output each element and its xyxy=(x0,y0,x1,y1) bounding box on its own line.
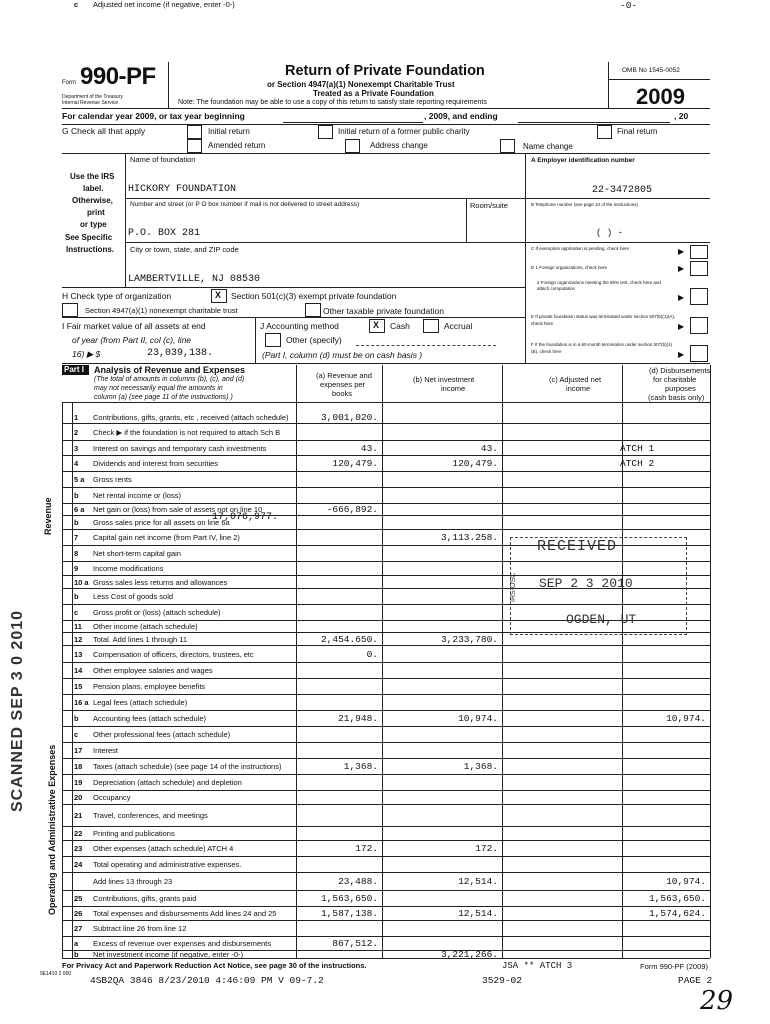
col-c-value[interactable]: ATCH 2 xyxy=(620,458,655,469)
row-number: 9 xyxy=(74,564,79,573)
d1-arrow: ▶ xyxy=(678,264,685,273)
footer-jsa: JSA ** ATCH 3 xyxy=(502,961,573,971)
col-a-value[interactable]: 21,948. xyxy=(338,713,378,724)
accounting-method-label: J Accounting method xyxy=(260,321,339,331)
501c3-mark: X xyxy=(215,290,222,300)
column-rule xyxy=(622,365,623,958)
row-label: Other expenses (attach schedule) ATCH 4 xyxy=(93,844,234,853)
d2-label: 2 Foreign organizations meeting the 85% test, check here and attach computation xyxy=(537,280,661,291)
row-label: Total. Add lines 1 through 11 xyxy=(93,634,188,644)
received-stamp-code: IRS-OSC xyxy=(510,572,517,602)
amended-return-label: Amended return xyxy=(208,141,266,150)
row-divider xyxy=(62,423,710,424)
row-number: 13 xyxy=(74,649,83,659)
form-title: Return of Private Foundation xyxy=(285,63,485,79)
row-label: Dividends and interest from securities xyxy=(93,459,219,468)
col-b-value[interactable]: 1,368. xyxy=(463,761,498,772)
row-label: Travel, conferences, and meetings xyxy=(93,811,208,820)
row-label: Excess of revenue over expenses and disbursements xyxy=(93,939,272,948)
calendar-line: For calendar year 2009, or tax year beginning xyxy=(62,111,245,121)
row-divider xyxy=(62,790,710,791)
row-label: Gross rents xyxy=(93,475,132,484)
col-a-head-2: expenses per xyxy=(320,380,366,389)
row-divider xyxy=(62,872,710,873)
d2-arrow: ▶ xyxy=(678,293,685,302)
col-a-value[interactable]: 1,368. xyxy=(343,761,378,772)
row-label: Interest xyxy=(93,746,119,755)
f-label: F If the foundation is in a 60-month termination under section 507(b)(1)(B), check here xyxy=(531,342,673,354)
col-a-value[interactable]: -666,892. xyxy=(326,504,378,515)
row-divider xyxy=(62,487,710,488)
col-c-value[interactable]: -0- xyxy=(620,0,638,11)
address-change-label: Address change xyxy=(370,141,428,150)
e-label: E If private foundation status was terminated under section 507(b)(1)(A), check here xyxy=(531,314,676,326)
address-change-checkbox[interactable] xyxy=(345,139,360,153)
col-a-value[interactable]: 120,479. xyxy=(332,458,378,469)
initial-return-label: Initial return xyxy=(208,127,250,136)
row-label: Total expenses and disbursements Add lines 24 and 25 xyxy=(93,909,277,918)
received-stamp-city: OGDEN, UT xyxy=(566,612,637,627)
accrual-checkbox[interactable] xyxy=(423,319,439,333)
row-number: c xyxy=(74,608,79,617)
col-b-head-2: income xyxy=(441,384,466,393)
row-label: Other income (attach schedule) xyxy=(93,622,198,631)
row-label: Compensation of officers, directors, trustees, etc xyxy=(93,649,254,659)
row-divider xyxy=(62,936,710,937)
row-number: 11 xyxy=(74,622,82,631)
column-rule xyxy=(296,365,297,958)
row-divider xyxy=(62,906,710,907)
fmv-line-2: of year (from Part II, col (c), line xyxy=(72,335,192,345)
row-number: b xyxy=(74,518,79,527)
room-label: Room/suite xyxy=(470,201,508,210)
name-label: Name of foundation xyxy=(130,155,196,164)
part-i-header-rule xyxy=(62,402,710,403)
col-b-value[interactable]: 3,221,266. xyxy=(440,949,498,960)
col-b-value[interactable]: 10,974. xyxy=(458,713,498,724)
row-number: c xyxy=(74,730,79,739)
c-label: C If exemption application is pending, check here xyxy=(531,246,630,251)
col-a-value[interactable]: 0. xyxy=(366,648,378,660)
row-number: 2 xyxy=(74,427,79,437)
form-subtitle-2: Treated as a Private Foundation xyxy=(313,89,434,98)
c-arrow: ▶ xyxy=(678,247,685,256)
amended-return-checkbox[interactable] xyxy=(187,139,202,153)
e-arrow: ▶ xyxy=(678,322,685,331)
use-irs-3: Otherwise, xyxy=(72,196,113,205)
name-change-label: Name change xyxy=(523,142,573,151)
irs-label: Internal Revenue Service xyxy=(62,100,119,106)
part-i-desc-2: may not necessarily equal the amounts in xyxy=(94,385,223,392)
row-divider xyxy=(62,840,710,841)
form-number: 990-PF xyxy=(80,63,156,90)
col-a-value[interactable]: 1,563,650. xyxy=(320,893,378,904)
row-label: Contributions, gifts, grants paid xyxy=(93,894,197,903)
row-number: 7 xyxy=(74,533,79,542)
row-number: 22 xyxy=(74,829,83,838)
final-return-checkbox[interactable] xyxy=(597,125,612,139)
cash-label: Cash xyxy=(390,321,410,331)
accrual-label: Accrual xyxy=(444,321,473,331)
privacy-notice: For Privacy Act and Paperwork Reduction Act Notice, see page 30 of the instructions. xyxy=(62,961,367,970)
row-number: c xyxy=(74,0,79,9)
row-label: Gross profit or (loss) (attach schedule) xyxy=(93,608,221,617)
row-label: Net rental income or (loss) xyxy=(93,491,181,500)
d1-label: D 1 Foreign organizations, check here xyxy=(531,265,608,270)
use-irs-1: Use the IRS xyxy=(70,172,115,181)
form-subtitle-1: or Section 4947(a)(1) Nonexempt Charitable Trust xyxy=(267,80,455,89)
col-b-head-1: (b) Net investment xyxy=(413,375,475,384)
name-change-checkbox[interactable] xyxy=(500,139,515,153)
row-label: Less Cost of goods sold xyxy=(93,592,174,601)
d1-checkbox[interactable] xyxy=(690,261,708,276)
row-number: 5 a xyxy=(74,475,85,484)
row-divider xyxy=(62,804,710,805)
tax-year: 2009 xyxy=(636,84,685,109)
initial-return-checkbox[interactable] xyxy=(187,125,202,139)
column-rule xyxy=(62,402,63,958)
column-rule xyxy=(382,365,383,958)
row-number: 8 xyxy=(74,549,79,558)
col-d-value[interactable]: 10,974. xyxy=(666,876,706,887)
f-checkbox[interactable] xyxy=(690,345,708,362)
col-b-value[interactable]: 120,479. xyxy=(452,458,498,469)
col-b-value[interactable]: 12,514. xyxy=(458,908,498,919)
col-b-value[interactable]: 3,113.258. xyxy=(440,532,498,543)
col-d-head-4: (cash basis only) xyxy=(648,393,705,402)
row-divider xyxy=(62,503,710,504)
col-b-value[interactable]: 172. xyxy=(475,843,498,854)
omb-number: OMB No 1545-0052 xyxy=(622,67,680,74)
col-d-value[interactable]: 1,574,624. xyxy=(648,908,706,919)
row-divider xyxy=(62,471,710,472)
row-divider xyxy=(62,726,710,727)
col-c-value[interactable]: ATCH 1 xyxy=(620,442,655,454)
c-checkbox[interactable] xyxy=(690,245,708,259)
row-label: Add lines 13 through 23 xyxy=(93,877,173,886)
part-i-desc-3: column (a) (see page 11 of the instructions) ) xyxy=(94,394,233,401)
4947-label: Section 4947(a)(1) nonexempt charitable trust xyxy=(85,306,238,315)
row-label: Pension plans, employee benefits xyxy=(93,682,206,691)
received-stamp-date: SEP 2 3 2010 xyxy=(539,576,633,591)
col-b-value[interactable]: 3,233,780. xyxy=(440,633,498,645)
row-divider xyxy=(62,455,710,456)
column-rule xyxy=(502,365,503,958)
col-a-value[interactable]: 1,587,138. xyxy=(320,908,378,919)
row-label: Net gain or (loss) from sale of assets not on line 10 xyxy=(93,505,263,514)
4947-checkbox[interactable] xyxy=(62,303,78,317)
501c3-label: Section 501(c)(3) exempt private foundation xyxy=(231,291,397,301)
col-d-head-2: for charitable xyxy=(653,375,697,384)
row-label: Net short-term capital gain xyxy=(93,549,181,558)
row-label: Taxes (attach schedule) (see page 14 of the instructions) xyxy=(93,762,282,771)
row-divider xyxy=(62,529,710,530)
f-arrow: ▶ xyxy=(678,350,685,359)
and-ending: , 2009, and ending xyxy=(424,111,498,121)
fmv-line-1: I Fair market value of all assets at end xyxy=(62,321,206,331)
col-a-head-1: (a) Revenue and xyxy=(316,371,372,380)
revenue-side-label: Revenue xyxy=(43,497,53,535)
row-number: 25 xyxy=(74,894,83,903)
column-rule xyxy=(710,365,711,958)
row-label: Other employee salaries and wages xyxy=(93,666,213,675)
row-number: 4 xyxy=(74,459,79,468)
col-c-head-2: income xyxy=(566,384,591,393)
col-d-value[interactable]: 10,974. xyxy=(666,713,706,724)
part-i-desc-1: (The total of amounts in columns (b), (c), and (d) xyxy=(94,376,245,383)
foundation-name[interactable]: HICKORY FOUNDATION xyxy=(128,184,237,195)
row-divider xyxy=(62,742,710,743)
col-c-head-1: (c) Adjusted net xyxy=(549,375,602,384)
row-label: Gross sales less returns and allowances xyxy=(93,577,228,587)
row-number: b xyxy=(74,592,79,601)
col-a-head-3: books xyxy=(332,389,353,398)
street-label: Number and street (or P O box number if mail is not delivered to street address) xyxy=(130,201,360,208)
part-i-cash-note: (Part I, column (d) must be on cash basis ) xyxy=(262,350,423,360)
footer-form-label: Form 990-PF (2009) xyxy=(640,962,708,971)
col-a-value[interactable]: 2,454.650. xyxy=(320,633,378,645)
other-taxable-checkbox[interactable] xyxy=(305,303,321,317)
form-prefix: Form xyxy=(62,80,76,86)
row-label: Other professional fees (attach schedule) xyxy=(93,730,231,739)
row-divider xyxy=(62,920,710,921)
row-number: 26 xyxy=(74,909,83,918)
row-divider xyxy=(62,440,710,441)
row-label: Check ▶ if the foundation is not required to attach Sch B xyxy=(93,427,281,437)
row-label: Contributions, gifts, grants, etc , received (attach schedule) xyxy=(93,412,289,422)
d2-checkbox[interactable] xyxy=(690,288,708,305)
initial-former-label: Initial return of a former public charity xyxy=(338,127,470,136)
row-divider xyxy=(62,710,710,711)
ein-label: A Employer identification number xyxy=(531,157,635,164)
cash-mark: X xyxy=(373,320,380,330)
row-label: Income modifications xyxy=(93,564,164,573)
row-label: Total operating and administrative expenses. xyxy=(93,860,242,869)
col-a-value[interactable]: 23,488. xyxy=(338,876,378,887)
received-stamp-text: RECEIVED xyxy=(537,538,618,555)
city-label: City or town, state, and ZIP code xyxy=(130,245,239,254)
footer-page: PAGE 2 xyxy=(678,975,713,986)
col-a-value[interactable]: 867,512. xyxy=(332,938,378,949)
col-b-value[interactable]: 43. xyxy=(480,442,498,454)
row-label: Occupancy xyxy=(93,793,131,802)
row-divider xyxy=(62,758,710,759)
expenses-side-label: Operating and Administrative Expenses xyxy=(47,744,57,915)
row-divider xyxy=(62,694,710,695)
col-a-value[interactable]: 172. xyxy=(355,843,378,854)
row-number: 10 a xyxy=(74,577,89,587)
other-method-label: Other (specify) xyxy=(286,335,342,345)
col-b-value[interactable]: 12,514. xyxy=(458,876,498,887)
row-label: Capital gain net income (from Part IV, line 2) xyxy=(93,533,240,542)
row-number: 21 xyxy=(74,811,83,820)
row-label: Accounting fees (attach schedule) xyxy=(93,714,206,723)
use-irs-7: Instructions. xyxy=(66,245,115,254)
row-number: 12 xyxy=(74,634,83,644)
use-irs-5: or type xyxy=(80,220,107,229)
col-a-value[interactable]: 43. xyxy=(360,442,378,454)
row-divider xyxy=(62,515,710,516)
footer-code: 9E1410 2 000 xyxy=(40,971,72,977)
header-note: Note: The foundation may be able to use a copy of this return to satisfy state reporting requirements xyxy=(178,99,487,106)
row-number: 3 xyxy=(74,443,79,453)
row-number: 17 xyxy=(74,746,83,755)
row-number: 19 xyxy=(74,778,83,787)
row-label: Adjusted net income (if negative, enter -0-) xyxy=(93,0,235,9)
check-g-label: G Check all that apply xyxy=(62,126,146,136)
row-number: 16 a xyxy=(74,698,89,707)
row-label: Subtract line 26 from line 12 xyxy=(93,924,187,933)
phone-label: B Telephone number (see page 10 of the instructions) xyxy=(531,202,638,207)
final-return-label: Final return xyxy=(617,127,658,136)
row-number: 1 xyxy=(74,412,79,422)
row-number: 15 xyxy=(74,682,83,691)
part-i-tag-text: Part I xyxy=(64,365,85,374)
row-number: 23 xyxy=(74,844,83,853)
row-number: b xyxy=(74,491,79,500)
phone-value[interactable]: ( ) - xyxy=(596,228,624,238)
row-number: 6 a xyxy=(74,505,85,514)
check-type-label: H Check type of organization xyxy=(62,291,172,301)
gross-sales-value[interactable]: 17,076,977. xyxy=(212,512,279,523)
row-divider xyxy=(62,856,710,857)
fmv-value[interactable]: 23,039,138. xyxy=(147,348,214,359)
ein-value[interactable]: 22-3472805 xyxy=(592,185,653,196)
row-divider xyxy=(62,774,710,775)
row-divider xyxy=(62,678,710,679)
footer-batch-num: 3529-02 xyxy=(482,975,522,986)
row-number: b xyxy=(74,950,79,959)
col-a-value[interactable]: 3,001,020. xyxy=(320,411,378,423)
row-number: 27 xyxy=(74,924,83,933)
fmv-line-3: 16) ▶ $ xyxy=(72,349,101,359)
row-label: Legal fees (attach schedule) xyxy=(93,698,188,707)
footer-batch: 4SB2QA 3846 8/23/2010 4:46:09 PM V 09-7.2 xyxy=(90,975,324,986)
row-number: 20 xyxy=(74,793,83,802)
year-end: , 20 xyxy=(674,111,689,121)
col-d-value[interactable]: 1,563,650. xyxy=(648,893,706,904)
col-d-head-3: purposes xyxy=(665,384,696,393)
use-irs-4: print xyxy=(87,208,105,217)
row-label: Depreciation (attach schedule) and depletion xyxy=(93,778,242,787)
street-address[interactable]: P.O. BOX 281 xyxy=(128,228,201,239)
column-rule xyxy=(72,402,73,958)
row-number: 24 xyxy=(74,860,83,869)
row-divider xyxy=(62,890,710,891)
department: Department of the Treasury xyxy=(62,94,123,100)
use-irs-6: See Specific xyxy=(65,233,113,242)
row-label: Gross sales price for all assets on line 6a xyxy=(93,518,230,527)
e-checkbox[interactable] xyxy=(690,317,708,334)
other-method-checkbox[interactable] xyxy=(265,333,281,347)
row-divider xyxy=(62,662,710,663)
row-number: a xyxy=(74,939,79,948)
row-number: 18 xyxy=(74,762,83,771)
row-label: Interest on savings and temporary cash investments xyxy=(93,443,267,453)
scanned-stamp: SCANNED SEP 3 0 2010 xyxy=(9,609,26,812)
row-divider xyxy=(62,826,710,827)
row-number: b xyxy=(74,714,79,723)
row-divider xyxy=(62,645,710,646)
row-label: Printing and publications xyxy=(93,829,175,838)
col-d-head-1: (d) Disbursements xyxy=(649,366,711,375)
use-irs-2: label. xyxy=(83,184,104,193)
initial-former-checkbox[interactable] xyxy=(318,125,333,139)
city-state-zip[interactable]: LAMBERTVILLE, NJ 08530 xyxy=(128,274,261,285)
part-i-title: Analysis of Revenue and Expenses xyxy=(94,365,246,375)
handwritten-page-number: 29 xyxy=(700,986,734,1016)
row-label: Net investment income (if negative, enter -0-) xyxy=(93,950,244,959)
row-number: 14 xyxy=(74,666,83,675)
other-taxable-label: Other taxable private foundation xyxy=(323,306,444,316)
